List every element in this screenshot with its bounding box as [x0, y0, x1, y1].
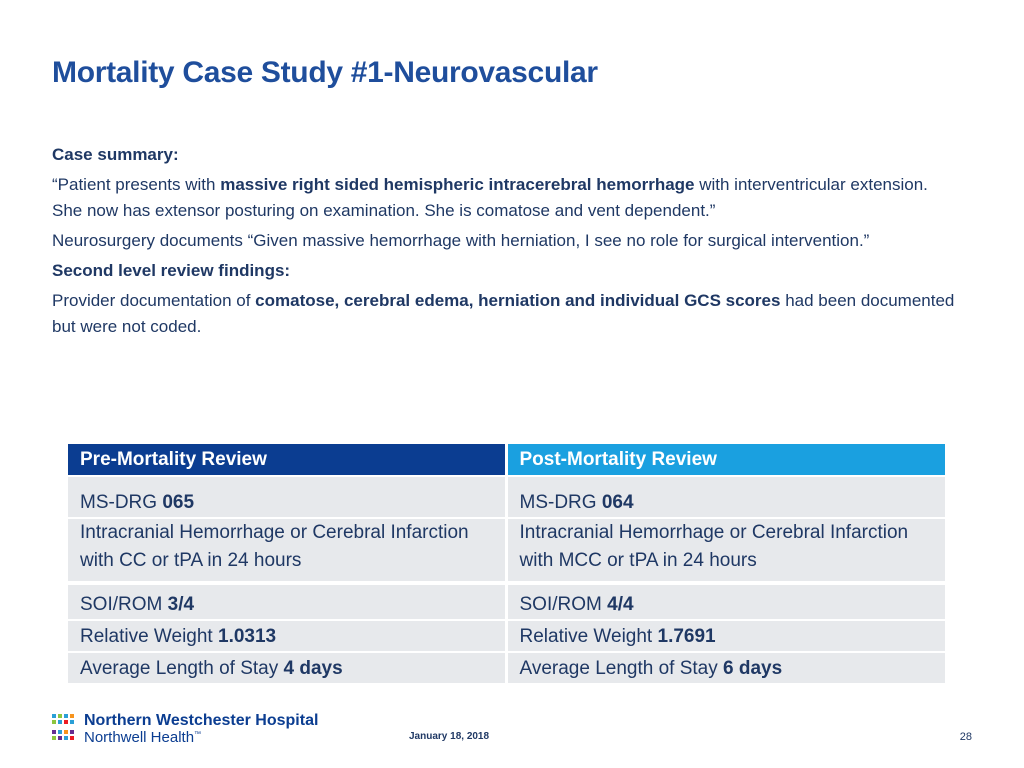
post-soi-label: SOI/ROM — [519, 594, 608, 615]
post-rw-cell — [506, 620, 945, 652]
pre-drg-value: 065 — [162, 492, 195, 513]
findings-text-end: had been documented but were not coded. — [52, 291, 955, 336]
case-summary-quote — [52, 172, 962, 224]
post-alos-label: Average Length of Stay — [519, 658, 724, 679]
slide-title: Mortality Case Study #1-Neurovascular — [52, 56, 598, 89]
pre-soi-value: 3/4 — [167, 594, 195, 615]
table-header-row — [68, 444, 945, 476]
neurosurgery-statement: Neurosurgery documents “Given massive hemorrhage with herniation, I see no role for surgical intervention.” — [52, 231, 870, 250]
case-summary-block — [52, 142, 962, 344]
pre-drg-label: MS-DRG — [80, 492, 163, 513]
second-level-heading: Second level review findings: — [52, 261, 291, 280]
pre-drg-description: Intracranial Hemorrhage or Cerebral Infarction with CC or tPA in 24 hours — [68, 518, 506, 583]
table-row-drg — [68, 476, 945, 518]
findings-bold: comatose, cerebral edema, herniation and individual GCS scores — [255, 291, 781, 310]
table-row-drg-description — [68, 518, 945, 583]
pre-alos-value: 4 days — [283, 658, 343, 679]
table-row-soi-rom — [68, 583, 945, 620]
pre-mortality-header: Pre-Mortality Review — [68, 444, 506, 476]
post-drg-value: 064 — [601, 492, 634, 513]
page-number: 28 — [959, 731, 972, 743]
pre-alos-label: Average Length of Stay — [80, 658, 284, 679]
table-row-alos — [68, 652, 945, 683]
post-rw-value: 1.7691 — [657, 626, 716, 647]
table-row-relative-weight — [68, 620, 945, 652]
hospital-logo — [52, 712, 352, 746]
mortality-review-table — [68, 444, 945, 683]
post-drg-cell — [506, 476, 945, 518]
logo-mark-icon — [52, 714, 80, 744]
post-alos-cell — [506, 652, 945, 683]
quote-text-start: “Patient presents with — [52, 175, 221, 194]
case-summary-heading: Case summary: — [52, 145, 179, 164]
review-findings — [52, 288, 962, 340]
pre-soi-label: SOI/ROM — [80, 594, 168, 615]
pre-soi-cell — [68, 583, 506, 620]
trademark-mark: ™ — [194, 731, 202, 738]
findings-text-start: Provider documentation of — [52, 291, 256, 310]
post-rw-label: Relative Weight — [519, 626, 658, 647]
quote-text-end: with interventricular extension. She now has extensor posturing on examination. She is comatose and vent dependent.” — [52, 175, 928, 220]
post-drg-label: MS-DRG — [519, 492, 602, 513]
logo-health-system — [84, 729, 201, 746]
pre-rw-value: 1.0313 — [218, 626, 277, 647]
pre-alos-cell — [68, 652, 506, 683]
pre-drg-cell — [68, 476, 506, 518]
post-soi-cell — [506, 583, 945, 620]
quote-bold-diagnosis: massive right sided hemispheric intracerebral hemorrhage — [220, 175, 695, 194]
pre-rw-label: Relative Weight — [80, 626, 218, 647]
logo-hospital-name: Northern Westchester Hospital — [84, 712, 319, 729]
logo-health-system-text: Northwell Health — [84, 729, 195, 746]
post-drg-description: Intracranial Hemorrhage or Cerebral Infarction with MCC or tPA in 24 hours — [506, 518, 945, 583]
post-alos-value: 6 days — [723, 658, 783, 679]
post-soi-value: 4/4 — [607, 594, 634, 615]
post-mortality-header: Post-Mortality Review — [506, 444, 945, 476]
pre-rw-cell — [68, 620, 506, 652]
footer-date: January 18, 2018 — [409, 731, 490, 742]
